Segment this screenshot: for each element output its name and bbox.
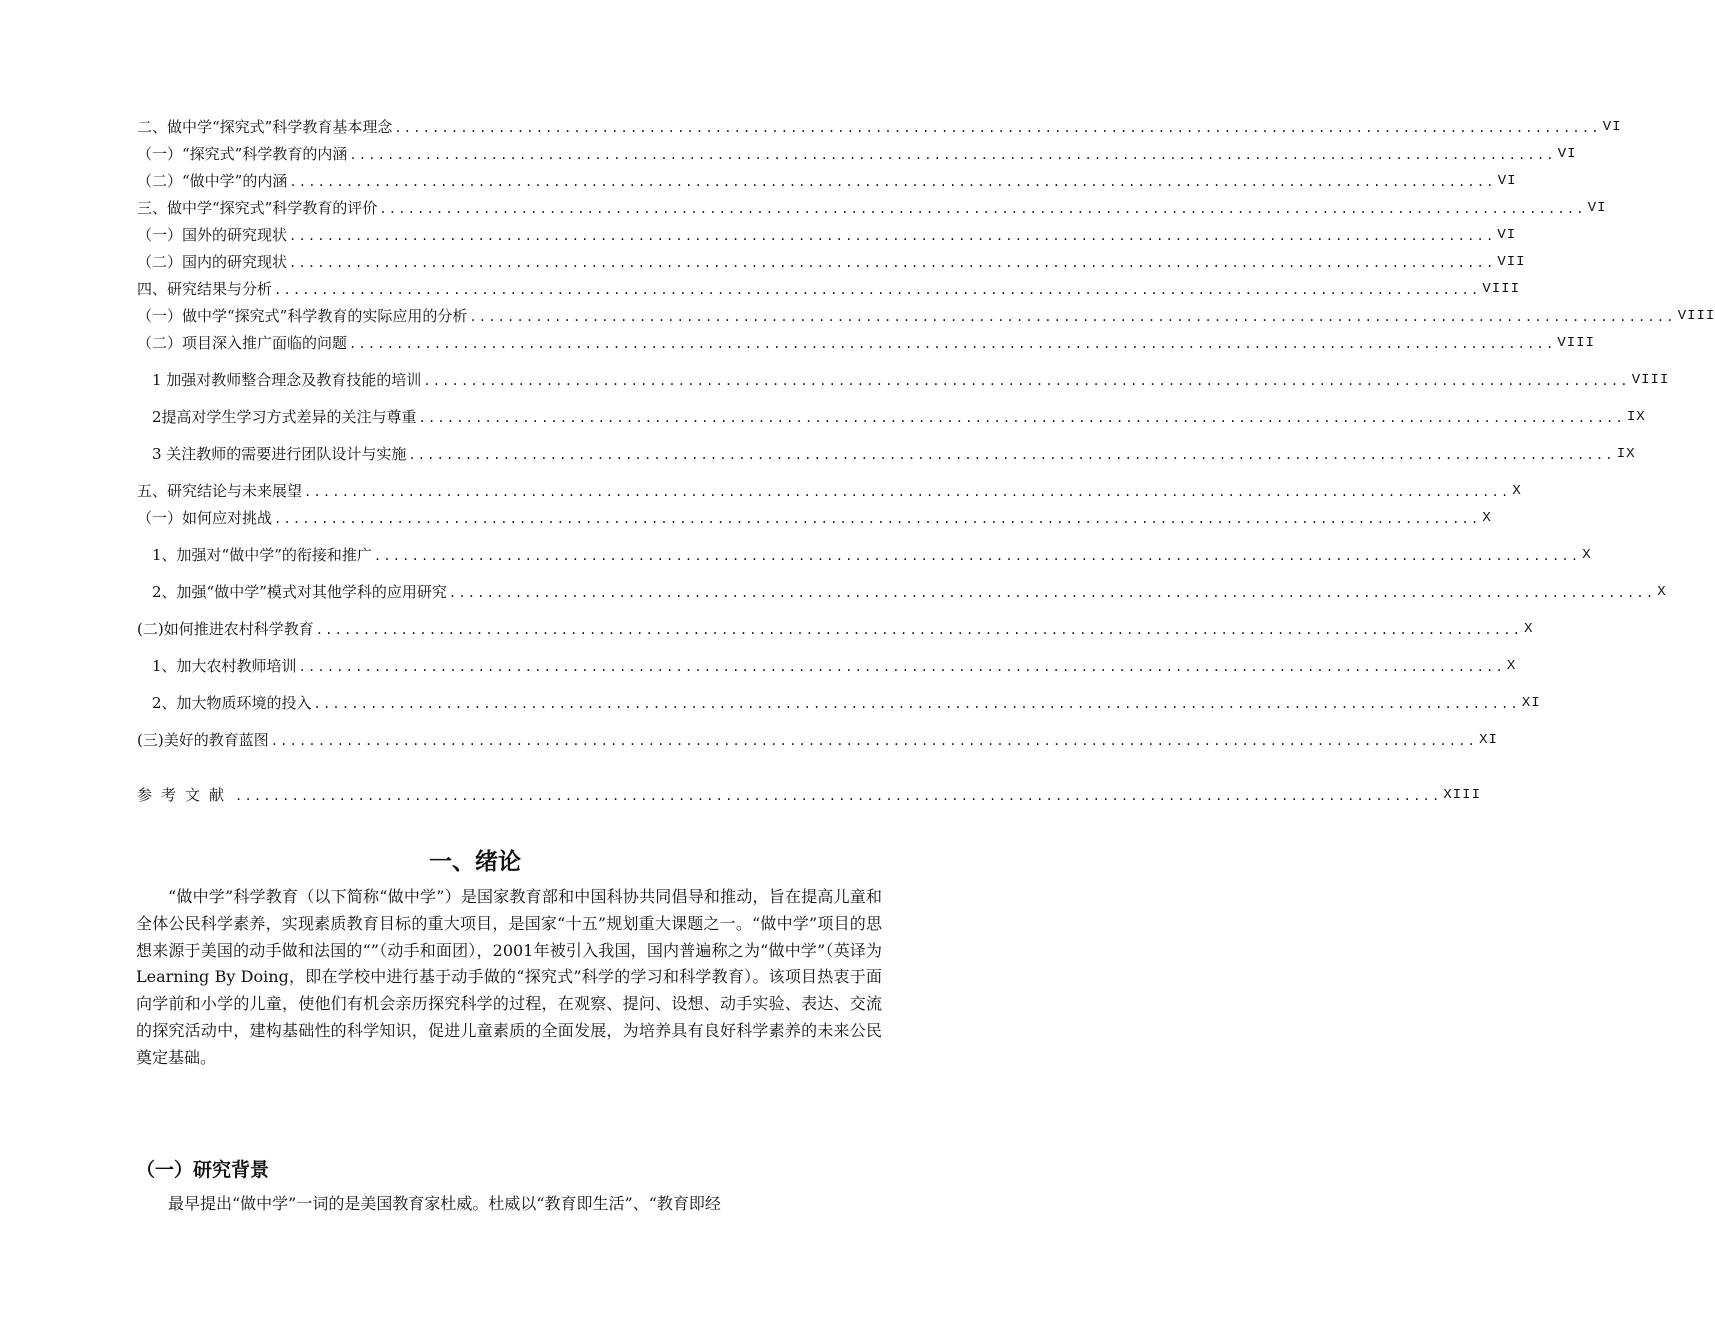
- toc-leader-dots: ................................................................................................................................: [235, 789, 1442, 803]
- toc-entry[interactable]: [137, 507, 1492, 529]
- toc-entry[interactable]: [137, 332, 1595, 354]
- toc-entry-page: X: [1582, 547, 1592, 563]
- toc-entry-label: 2、加大物质环境的投入: [152, 694, 312, 712]
- toc-leader-dots: ................................................................................................................................: [373, 549, 1581, 563]
- toc-entry-label: （一）做中学“探究式”科学教育的实际应用的分析: [137, 307, 468, 325]
- toc-entry[interactable]: [152, 369, 1670, 391]
- toc-entry-label: 四、研究结果与分析: [137, 280, 273, 298]
- toc-leader-dots: ................................................................................................................................: [304, 485, 1511, 499]
- toc-entry-label: 1 加强对教师整合理念及教育技能的培训: [152, 371, 422, 389]
- toc-entry[interactable]: [137, 480, 1522, 502]
- toc-entry-label: 二、做中学“探究式”科学教育基本理念: [137, 118, 393, 136]
- toc-entry-page: X: [1657, 584, 1667, 600]
- toc-entry[interactable]: [137, 305, 1715, 327]
- toc-entry-page: VIII: [1677, 308, 1715, 324]
- toc-leader-dots: ................................................................................................................................: [408, 448, 1615, 462]
- toc-entry[interactable]: [152, 692, 1541, 714]
- toc-entry-page: VIII: [1631, 372, 1670, 388]
- toc-entry-page: IX: [1626, 409, 1646, 425]
- toc-entry[interactable]: [152, 581, 1667, 603]
- toc-leader-dots: ................................................................................................................................: [289, 229, 1496, 243]
- toc-leader-dots: ................................................................................................................................: [349, 148, 1556, 162]
- toc-entry-page: VI: [1497, 173, 1517, 189]
- toc-entry[interactable]: [152, 544, 1592, 566]
- body-paragraph: “做中学”科学教育（以下简称“做中学”）是国家教育部和中国科协共同倡导和推动，旨在提高儿童和全体公民科学素养，实现素质教育目标的重大项目，是国家“十五”规划重大课题之一。“做中学”项目的思想来源于美国的动手做和法国的“”（动手和面团），2001年被引入我国，国内普遍称之为“做中学”（英译为Learning By Doing，即在学校中进行基于动手做的“探究式”科学的学习和科学教育）。该项目热衷于面向学前和小学的儿童，使他们有机会亲历探究科学的过程，在观察、提问、设想、动手实验、表达、交流的探究活动中，建构基础性的科学知识，促进儿童素质的全面发展，为培养具有良好科学素养的未来公民奠定基础。: [136, 887, 882, 1067]
- toc-leader-dots: ................................................................................................................................: [423, 374, 1630, 388]
- toc-entry[interactable]: [137, 143, 1577, 165]
- toc-leader-dots: ................................................................................................................................: [349, 337, 1556, 351]
- toc-entry-label: (二)如何推进农村科学教育: [137, 620, 314, 638]
- toc-entry[interactable]: [152, 443, 1636, 465]
- toc-entry-label: （二）项目深入推广面临的问题: [137, 334, 348, 352]
- toc-entry-label: 三、做中学“探究式”科学教育的评价: [137, 199, 378, 217]
- toc-entry[interactable]: [137, 278, 1520, 300]
- toc-leader-dots: ................................................................................................................................: [289, 175, 1496, 189]
- toc-entry-page: VI: [1557, 146, 1577, 162]
- section-heading: 一、绪论: [429, 849, 521, 875]
- toc-leader-dots: ................................................................................................................................: [448, 586, 1656, 600]
- toc-leader-dots: ................................................................................................................................: [394, 121, 1601, 135]
- toc-entry-label: 2、加强“做中学”模式对其他学科的应用研究: [152, 583, 447, 601]
- toc-leader-dots: ................................................................................................................................: [274, 512, 1481, 526]
- toc-entry-references[interactable]: [137, 784, 1481, 806]
- toc-entry[interactable]: [137, 116, 1622, 138]
- toc-entry[interactable]: [137, 618, 1534, 640]
- toc-leader-dots: ................................................................................................................................: [315, 623, 1523, 637]
- toc-entry-page: XI: [1521, 695, 1541, 711]
- toc-entry-page: VII: [1497, 254, 1526, 270]
- toc-leader-dots: ................................................................................................................................: [289, 256, 1496, 270]
- toc-entry-page: XI: [1479, 732, 1498, 748]
- toc-entry-page: VIII: [1482, 281, 1520, 297]
- toc-entry-label: （二）“做中学”的内涵: [137, 172, 288, 190]
- toc-entry-label: 1、加大农村教师培训: [152, 657, 297, 675]
- toc-entry[interactable]: [137, 224, 1517, 246]
- toc-entry[interactable]: [137, 729, 1498, 751]
- toc-entry-page: IX: [1616, 446, 1636, 462]
- toc-leader-dots: ................................................................................................................................: [418, 411, 1625, 425]
- toc-leader-dots: ................................................................................................................................: [270, 734, 1478, 748]
- subsection-heading: （一）研究背景: [136, 1159, 270, 1181]
- toc-entry[interactable]: [137, 251, 1526, 273]
- toc-entry-page: VI: [1497, 227, 1517, 243]
- toc-entry-label: (三)美好的教育蓝图: [137, 731, 269, 749]
- toc-entry-label: （一）“探究式”科学教育的内涵: [137, 145, 348, 163]
- toc-entry-page: VIII: [1557, 335, 1595, 351]
- toc-leader-dots: ................................................................................................................................: [298, 660, 1505, 674]
- toc-leader-dots: ................................................................................................................................: [469, 310, 1676, 324]
- toc-leader-dots: ................................................................................................................................: [313, 697, 1520, 711]
- toc-entry-page: X: [1512, 483, 1522, 499]
- toc-entry-page: X: [1482, 510, 1492, 526]
- toc-entry-page: X: [1524, 621, 1534, 637]
- toc-entry[interactable]: [152, 406, 1646, 428]
- toc-entry-page: XIII: [1443, 787, 1481, 803]
- toc-entry-page: X: [1506, 658, 1517, 674]
- toc-entry-page: VI: [1587, 200, 1607, 216]
- toc-entry-label: 五、研究结论与未来展望: [137, 482, 303, 500]
- toc-entry-label: 3 关注教师的需要进行团队设计与实施: [152, 445, 407, 463]
- toc-entry-label: 1、加强对“做中学”的衔接和推广: [152, 546, 372, 564]
- toc-entry[interactable]: [137, 170, 1517, 192]
- toc-entry-label: 2提高对学生学习方式差异的关注与尊重: [152, 408, 417, 426]
- body-paragraph-2: 最早提出“做中学”一词的是美国教育家杜威。杜威以“教育即生活”、“教育即经: [168, 1194, 721, 1213]
- toc-leader-dots: ................................................................................................................................: [379, 202, 1586, 216]
- toc-entry-label: （一）如何应对挑战: [137, 509, 273, 527]
- toc-entry-label: （二）国内的研究现状: [137, 253, 288, 271]
- toc-entry-label: （一）国外的研究现状: [137, 226, 288, 244]
- toc-leader-dots: ................................................................................................................................: [274, 283, 1481, 297]
- toc-entry[interactable]: [137, 197, 1607, 219]
- toc-entry-page: VI: [1602, 119, 1622, 135]
- toc-entry-label: 参考文献: [137, 786, 234, 804]
- toc-entry[interactable]: [152, 655, 1517, 677]
